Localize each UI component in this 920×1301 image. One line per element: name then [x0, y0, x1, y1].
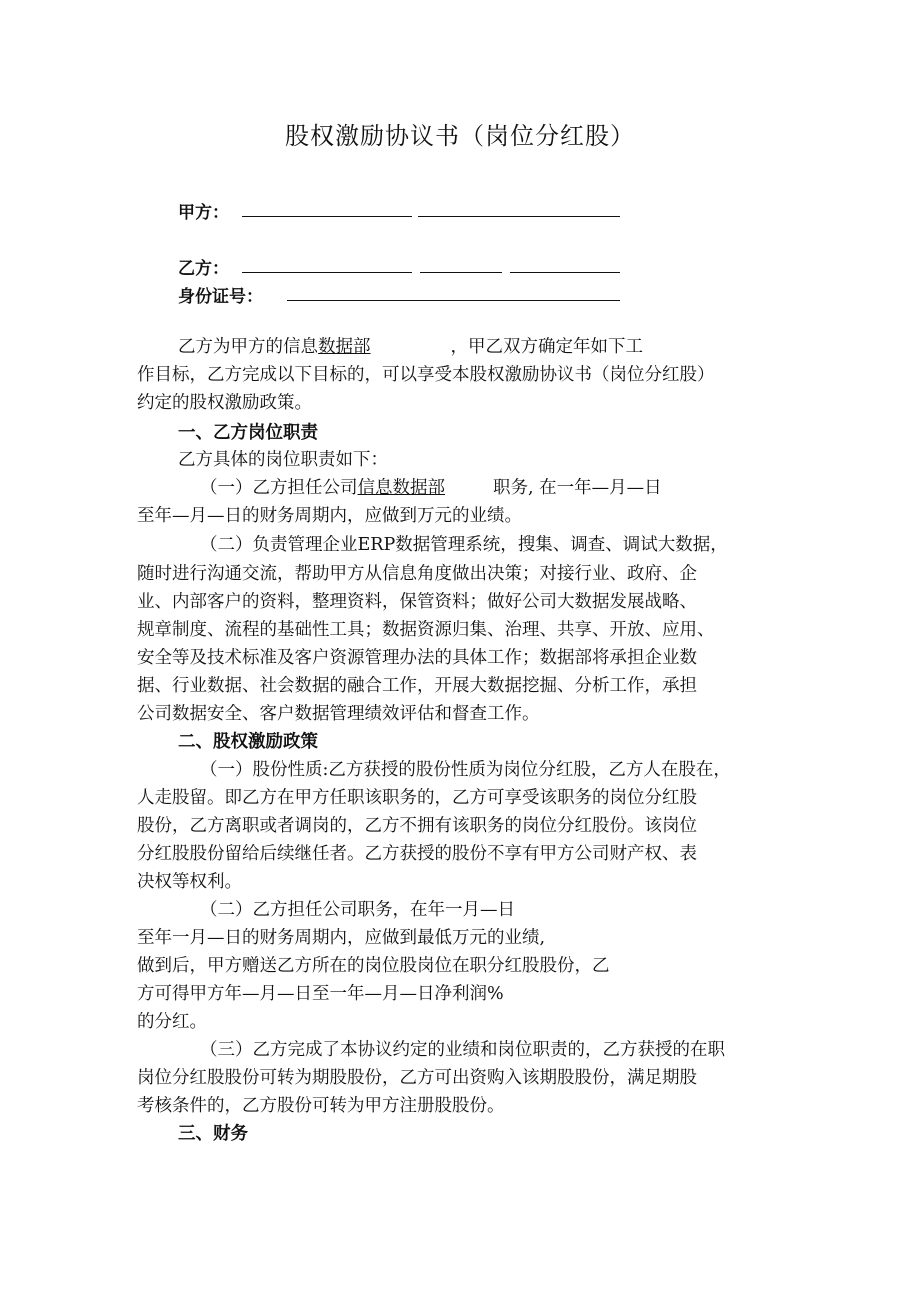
section-1-p2-line: （二）负责管理企业ERP数据管理系统，搜集、调查、调试大数据， [200, 535, 728, 555]
intro-line-1 [178, 334, 643, 360]
intro-dept: 数据部 [318, 337, 371, 357]
party-a-blank-2 [418, 216, 620, 217]
section-2-p2-line: 方可得甲方年—月—日至一年—月—日净利润% [137, 984, 504, 1004]
s1-p1-text-a: （一）乙方担任公司 [200, 478, 358, 498]
section-2-p1-line: 股份，乙方离职或者调岗的，乙方不拥有该职务的岗位分红股份。该岗位 [137, 816, 697, 836]
section-1-p2-line: 公司数据安全、客户数据管理绩效评估和督查工作。 [137, 704, 540, 724]
section-2-p3-line: 岗位分红股股份可转为期股股份，乙方可出资购入该期股股份，满足期股 [137, 1068, 697, 1088]
intro-text-a: 乙方为甲方的信息 [178, 337, 318, 357]
party-b-label: 乙方： [178, 259, 229, 279]
section-2-p1-line: 决权等权利。 [137, 872, 242, 892]
section-3-heading: 三、财务 [178, 1124, 248, 1144]
s1-p1-text-b: 职务, 在一年—月—日 [493, 478, 662, 498]
section-2-p2-line: （二）乙方担任公司职务，在年一月—日 [200, 900, 515, 920]
section-2-p3-line: （三）乙方完成了本协议约定的业绩和岗位职责的，乙方获授的在职 [200, 1040, 725, 1060]
party-b-blank-2 [420, 272, 502, 273]
section-1-p2-line: 据、行业数据、社会数据的融合工作，开展大数据挖掘、分析工作，承担 [137, 676, 697, 696]
section-2-p2-line: 的分红。 [137, 1012, 207, 1032]
section-1-heading: 一、乙方岗位职责 [178, 423, 318, 443]
intro-text-b: ，甲乙双方确定年如下工 [450, 337, 643, 357]
id-label: 身份证号： [178, 287, 263, 307]
section-2-p2-line: 至年一月—日的财务周期内，应做到最低万元的业绩, [137, 928, 546, 948]
section-1-p2-line: 安全等及技术标准及客户资源管理办法的具体工作；数据部将承担企业数 [137, 648, 697, 668]
id-blank [287, 300, 620, 301]
section-2-p3-line: 考核条件的，乙方股份可转为甲方注册股股份。 [137, 1096, 505, 1116]
section-2-heading: 二、股权激励政策 [178, 732, 318, 752]
section-2-p1-line: 人走股留。即乙方在甲方任职该职务的，乙方可享受该职务的岗位分红股 [137, 788, 697, 808]
party-b-blank-1 [242, 272, 412, 273]
section-2-p2-line: 做到后，甲方赠送乙方所在的岗位股岗位在职分红股股份，乙 [137, 956, 610, 976]
section-1-p1-line-1 [200, 475, 662, 501]
intro-line-3: 约定的股权激励政策。 [137, 393, 312, 413]
section-1-sub: 乙方具体的岗位职责如下： [178, 450, 388, 470]
section-2-p1-line: （一）股份性质:乙方获授的股份性质为岗位分红股，乙方人在股在， [200, 760, 731, 780]
section-1-p2-line: 规章制度、流程的基础性工具；数据资源归集、治理、共享、开放、应用、 [137, 620, 715, 640]
intro-line-2: 作目标，乙方完成以下目标的，可以享受本股权激励协议书（岗位分红股） [137, 365, 715, 385]
party-a-label: 甲方： [178, 203, 229, 223]
section-1-p2-line: 随时进行沟通交流，帮助甲方从信息角度做出决策；对接行业、政府、企 [137, 564, 697, 584]
section-1-p1-line-2: 至年—月—日的财务周期内，应做到万元的业绩。 [137, 506, 522, 526]
document-title: 股权激励协议书（岗位分红股） [285, 122, 635, 150]
party-b-blank-3 [510, 272, 620, 273]
party-a-blank-1 [242, 216, 412, 217]
section-2-p1-line: 分红股股份留给后续继任者。乙方获授的股份不享有甲方公司财产权、表 [137, 844, 697, 864]
s1-p1-dept: 信息数据部 [357, 478, 445, 498]
section-1-p2-line: 业、内部客户的资料，整理资料，保管资料；做好公司大数据发展战略、 [137, 592, 697, 612]
